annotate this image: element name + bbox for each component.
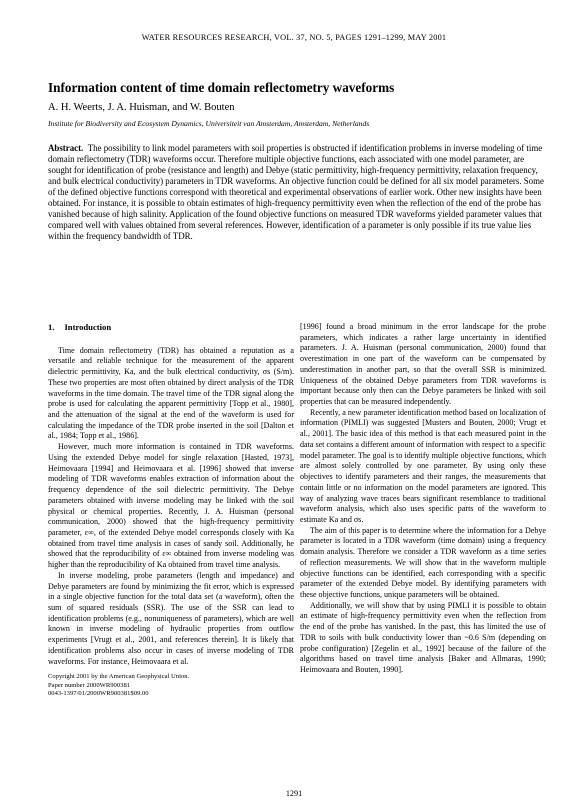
- author-list: A. H. Weerts, J. A. Huisman, and W. Bouten: [48, 102, 235, 113]
- abstract-text: The possibility to link model parameters with soil properties is obstructed if identification problems in inverse modeling of time domain reflectometry (TDR) waveforms occur. Therefore multiple objective functions, each associated with one model parameter, are sought for identification of probe (resistance and length) and Debye (static permittivity, high-frequency permittivity, relaxation frequency, and bulk electrical conductivity) parameters in TDR waveforms. An objective function could be defined for all six model parameters. Some of the defined objective functions correspond with theoretical and experimental observations of earlier work. Other new insights have been obtained. For instance, it is possible to obtain estimates of high-frequency permittivity even when the reflection of the end of the probe has vanished because of high salinity. Application of the found objective functions on measured TDR waveforms yielded parameter values that compared well with values obtained from several references. However, identification of a parameter is only possible if its true value lies within the frequency bandwidth of TDR.: [48, 143, 544, 242]
- intro-paragraph-5: Recently, a new parameter identification method based on localization of information (PIMLI) was suggested [Musters and Bouten, 2000; Vrugt et al., 2001]. The basic idea of this method is that each measured point in the data set contains a different amount of information with respect to a specific model parameter. The goal is to identify multiple objective functions, which are almost solely controlled by one parameter. By using only these objectives to identify parameters and their ranges, the measurements that contain little or no information on the model parameters are ignored. This way of analyzing wave traces bears significant resemblance to traditional waveform analysis, which also uses specific parts of the waveform to estimate Ka and σs.: [300, 407, 546, 524]
- intro-paragraph-2: However, much more information is contained in TDR waveforms. Using the extended Debye model for single relaxation [Hasted, 1973], Heimovaara [1994] and Heimovaara et al. [1996] showed that inverse modeling of TDR waveforms enables extraction of information about the frequency dependence of the soil dielectric permittivity. The Debye parameters obtained with inverse modeling may be linked with the soil physical or chemical properties. Recently, J. A. Huisman (personal communication, 2000) showed that the high-frequency permittivity parameter, ε∞, of the extended Debye model corresponds closely with Ka obtained from travel time analysis in cases of sandy soil. Additionally, he showed that the reproducibility of ε∞ obtained from inverse modeling was higher than the reproducibility of Ka obtained from travel time analysis.: [48, 442, 294, 570]
- section-number: 1.: [48, 322, 55, 332]
- paper-number: Paper number 2000WR900381: [48, 681, 131, 689]
- issn-code: 0043-1397/01/2000WR900381$09.00: [48, 690, 149, 698]
- affiliation: Institute for Biodiversity and Ecosystem Dynamics, Universiteit van Amsterdam, Amsterdam, Netherlands: [48, 119, 370, 128]
- page-number: 1291: [285, 789, 303, 798]
- abstract-label: Abstract.: [48, 143, 84, 153]
- intro-paragraph-3: In inverse modeling, probe parameters (length and impedance) and Debye parameters are found by minimizing the fit error, which is expressed in a single objective function for the total data set (a waveform), often the sum of squared residuals (SSR). The use of the SSR can lead to identification problems (e.g., nonuniqueness of parameters), which are well known in inverse modeling of hydraulic properties from outflow experiments [Vrugt et al., 2001, and references therein]. It is likely that identification problems also occur in cases of inverse modeling of TDR waveforms. For instance, Heimovaara et al.: [48, 570, 294, 666]
- copyright-block: [48, 673, 294, 698]
- right-column: [300, 322, 546, 676]
- copyright-notice: Copyright 2001 by the American Geophysical Union.: [48, 673, 190, 681]
- paper-title: Information content of time domain reflectometry waveforms: [48, 80, 395, 95]
- left-column: [48, 322, 294, 699]
- intro-paragraph-7: Additionally, we will show that by using PIMLI it is possible to obtain an estimate of high-frequency permittivity even when the reflection from the end of the probe has vanished. In the past, this has limited the use of TDR to soils with bulk conductivity lower than ~0.6 S/m (depending on probe configuration) [Zegelin et al., 1992] because of the failure of the algorithms based on travel time analysis [Baker and Allmaras, 1990; Heimovaara and Bouten, 1990].: [300, 600, 546, 674]
- section-heading: [48, 322, 294, 333]
- abstract: [48, 143, 544, 242]
- section-title: Introduction: [64, 322, 112, 332]
- intro-paragraph-4: [1996] found a broad minimum in the error landscape for the probe parameters, which indicates a rather large uncertainty in identified parameters. J. A. Huisman (personal communication, 2000) found that overestimation in one part of the waveform can be compensated by underestimation in another part, so that the overall SSR is minimized. Uniqueness of the obtained Debye parameters from TDR waveforms is important because only then can the Debye parameters be linked with soil properties that can be measured independently.: [300, 322, 546, 407]
- intro-paragraph-6: The aim of this paper is to determine where the information for a Debye parameter is located in a TDR waveform (time domain) using a frequency domain analysis. Therefore we consider a TDR waveform as a time series of reflection measurements. We will show that in the waveform multiple objective functions can be identified, each corresponding with a specific parameter of the extended Debye model. By identifying parameters with these objective functions, unique parameters will be obtained.: [300, 525, 546, 599]
- running-head: WATER RESOURCES RESEARCH, VOL. 37, NO. 5, PAGES 1291–1299, MAY 2001: [141, 33, 447, 42]
- intro-paragraph-1: Time domain reflectometry (TDR) has obtained a reputation as a versatile and reliable technique for the measurement of the apparent dielectric permittivity, Ka, and the bulk electrical conductivity, σs (S/m). These two properties are most often obtained by direct analysis of the TDR waveforms in the time domain. The travel time of the TDR signal along the probe is used for calculating the apparent permittivity [Topp et al., 1980], and the attenuation of the signal at the end of the waveform is used for calculating the impedance of the TDR probe inserted in the soil [Dalton et al., 1984; Topp et al., 1986].: [48, 345, 294, 441]
